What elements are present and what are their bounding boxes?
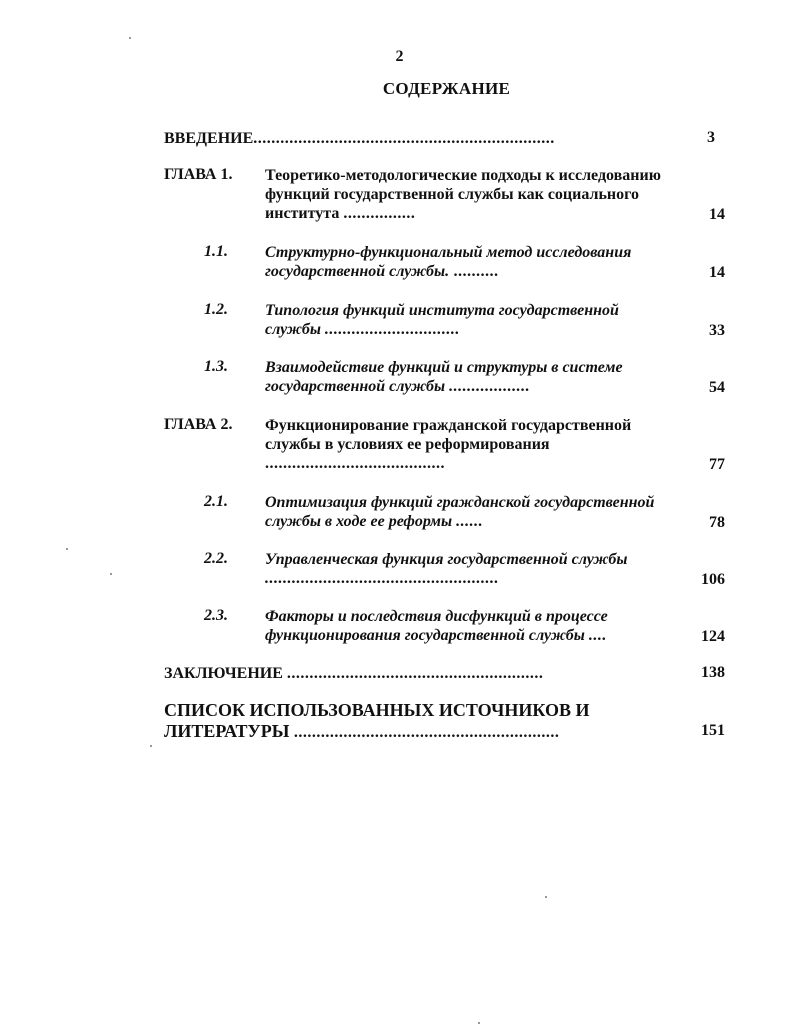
entry-text: Теоретико-методологические подходы к исследованию функций государственной службы как социального института — [265, 167, 661, 222]
page-number: 2 — [395, 48, 404, 65]
entry-page: 78 — [709, 514, 725, 531]
scan-speck — [110, 573, 112, 575]
entry-page: 14 — [709, 206, 725, 223]
scan-speck — [66, 548, 68, 550]
scan-speck — [545, 896, 547, 898]
scan-speck — [478, 1022, 480, 1024]
leader-dots: ........................................ — [265, 455, 445, 472]
entry-text: Управленческая функция государственной службы — [265, 551, 628, 568]
entry-label: ГЛАВА 2. — [164, 416, 233, 433]
leader-dots: . .......... — [445, 263, 500, 280]
leader-dots: .... — [588, 627, 607, 644]
scan-speck — [150, 745, 152, 747]
entry-text: СПИСОК ИСПОЛЬЗОВАННЫХ ИСТОЧНИКОВ И ЛИТЕРАТУРЫ — [164, 700, 590, 741]
entry-text: Оптимизация функций гражданской государственной службы в ходе ее реформы — [265, 494, 655, 530]
entry-text: Факторы и последствия дисфункций в процессе функционирования государственной службы — [265, 608, 608, 644]
entry-label: 2.3. — [204, 607, 228, 624]
leader-dots: ................................................................... — [253, 130, 555, 147]
entry-page: 77 — [709, 456, 725, 473]
leader-dots: ................ — [343, 205, 416, 222]
entry-page: 106 — [701, 571, 725, 588]
entry-page: 54 — [709, 379, 725, 396]
entry-page: 14 — [709, 264, 725, 281]
leader-dots: ........................................................... — [293, 724, 560, 741]
leader-dots: .................. — [449, 378, 531, 395]
entry-label: 1.3. — [204, 358, 228, 375]
entry-text: ВВЕДЕНИЕ — [164, 130, 254, 147]
entry-text: Взаимодействие функций и структуры в системе государственной службы — [265, 359, 623, 395]
entry-label: 1.2. — [204, 301, 228, 318]
entry-page: 138 — [701, 664, 725, 681]
entry-text: Типология функций института государственной службы — [265, 302, 619, 338]
leader-dots: .............................. — [324, 321, 460, 338]
entry-label: 2.2. — [204, 550, 228, 567]
entry-text: ЗАКЛЮЧЕНИЕ — [164, 665, 283, 682]
toc-title: СОДЕРЖАНИЕ — [382, 79, 511, 98]
entry-page: 33 — [709, 322, 725, 339]
entry-label: ГЛАВА 1. — [164, 166, 233, 183]
entry-text: Структурно-функциональный метод исследования государственной службы — [265, 244, 632, 280]
leader-dots: ......................................................... — [286, 665, 544, 682]
entry-page: 151 — [701, 722, 725, 739]
entry-label: 1.1. — [204, 243, 228, 260]
entry-text: Функционирование гражданской государственной службы в условиях ее реформирования — [265, 417, 632, 453]
leader-dots: ...... — [456, 513, 484, 530]
leader-dots: .................................................... — [265, 570, 499, 587]
scan-speck — [129, 37, 131, 39]
entry-page: 3 — [707, 129, 715, 146]
entry-page: 124 — [701, 628, 725, 645]
entry-label: 2.1. — [204, 493, 228, 510]
